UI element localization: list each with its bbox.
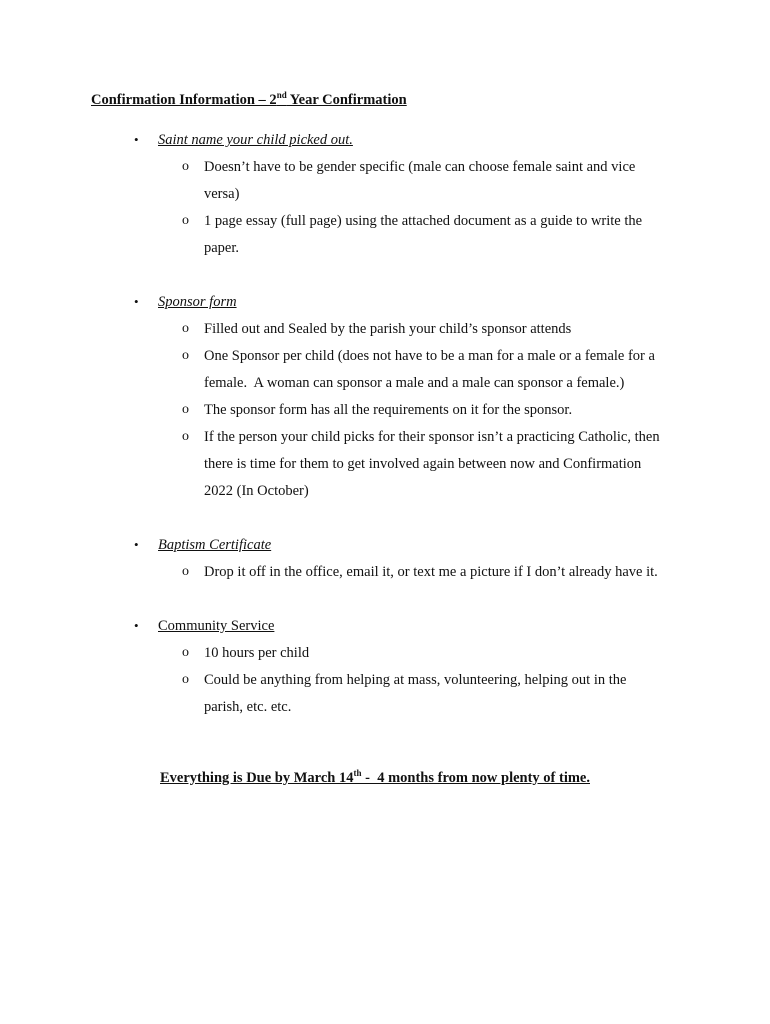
- bullet-icon: •: [134, 537, 139, 552]
- sub-bullet-icon: o: [182, 402, 189, 417]
- list-item-line: female. A woman can sponsor a male and a male can sponsor a female.): [204, 375, 625, 391]
- sub-bullet-icon: o: [182, 564, 189, 579]
- list-item-line: Drop it off in the office, email it, or text me a picture if I don’t already have it.: [204, 564, 658, 580]
- title-suffix: Year Confirmation: [286, 92, 407, 108]
- list-item-line: 1 page essay (full page) using the attached document as a guide to write the: [204, 213, 643, 229]
- bullet-icon: •: [134, 294, 139, 309]
- list-item-line: 10 hours per child: [204, 645, 310, 661]
- sub-bullet-icon: o: [182, 645, 189, 660]
- sub-bullet-icon: o: [182, 672, 189, 687]
- title-prefix: Confirmation Information – 2: [91, 92, 277, 108]
- list-item-line: 2022 (In October): [204, 483, 309, 499]
- page-title: [91, 92, 407, 109]
- list-item-line: Filled out and Sealed by the parish your child’s sponsor attends: [204, 321, 572, 337]
- list-item-line: versa): [204, 186, 240, 202]
- section-heading-saint-name: Saint name your child picked out.: [158, 132, 353, 148]
- bullet-icon: •: [134, 132, 139, 147]
- list-item-line: One Sponsor per child (does not have to be a man for a male or a female for a: [204, 348, 655, 364]
- list-item-line: Doesn’t have to be gender specific (male can choose female saint and vice: [204, 159, 636, 175]
- section-heading-community-service: Community Service: [158, 618, 275, 634]
- sub-bullet-icon: o: [182, 429, 189, 444]
- sub-bullet-icon: o: [182, 348, 189, 363]
- due-date-notice: [160, 770, 590, 787]
- list-item-line: paper.: [204, 240, 240, 256]
- list-item-line: Could be anything from helping at mass, volunteering, helping out in the: [204, 672, 627, 688]
- sub-bullet-icon: o: [182, 159, 189, 174]
- footer-superscript: th: [353, 768, 362, 778]
- title-superscript: nd: [276, 90, 287, 100]
- list-item-line: parish, etc. etc.: [204, 699, 292, 715]
- section-heading-baptism-certificate: Baptism Certificate: [158, 537, 272, 553]
- footer-prefix: Everything is Due by March 14: [160, 770, 354, 786]
- sub-bullet-icon: o: [182, 213, 189, 228]
- list-item-line: The sponsor form has all the requirements on it for the sponsor.: [204, 402, 573, 418]
- list-item-line: If the person your child picks for their sponsor isn’t a practicing Catholic, then: [204, 429, 660, 445]
- list-item-line: there is time for them to get involved again between now and Confirmation: [204, 456, 642, 472]
- bullet-icon: •: [134, 618, 139, 633]
- footer-suffix: - 4 months from now plenty of time.: [361, 770, 590, 786]
- section-heading-sponsor-form: Sponsor form: [158, 294, 237, 310]
- sub-bullet-icon: o: [182, 321, 189, 336]
